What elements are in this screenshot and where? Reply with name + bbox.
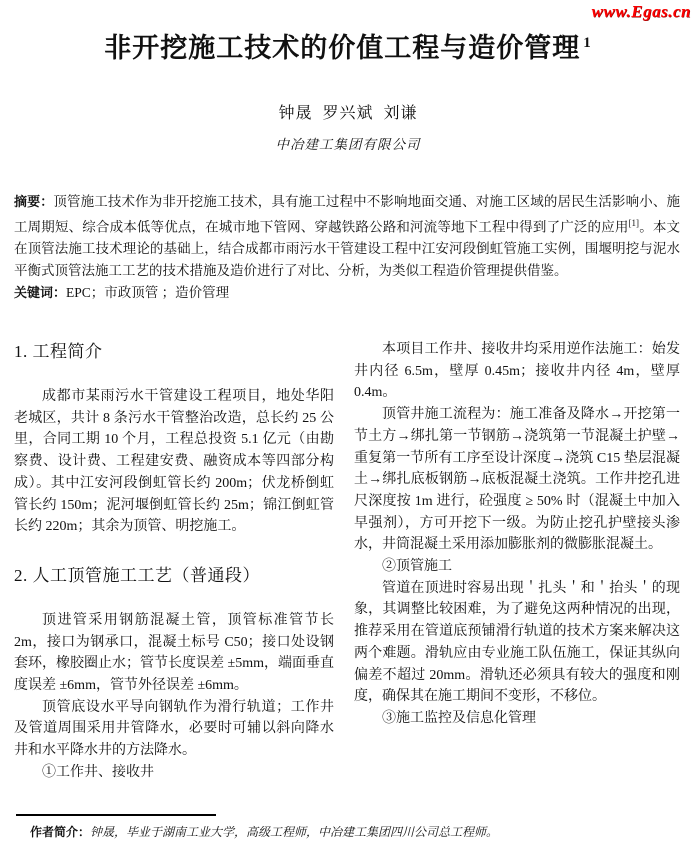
keywords-text: EPC；市政顶管 ；造价管理 [66,284,230,300]
affiliation-line: 中冶建工集团有限公司 [275,137,421,152]
abstract-paragraph [14,191,680,282]
section-2-heading: 2. 人工顶管施工工艺（普通段） [14,565,260,585]
keywords-line [14,282,680,304]
paper-title [0,26,696,65]
footnote-divider [16,814,216,816]
section-2-paragraph-1: 顶进管采用钢筋混凝土管，顶管标准管节长 2m，接口为钢承口，混凝土标号 C50；接口处设钢套环，橡胶圈止水；管节长度误差 ±5mm，端面垂直度误差 ±6mm，管节外径误差 ±6mm。 [14,612,334,694]
abstract-text-continued: 。本文在顶管法施工技术理论的基础上，结合成都市雨污水干管建设工程中江安河段倒虹管施工实例，围堰明挖与泥水平衡式顶管法施工工艺的技术措施及造价进行了对比、分析，为类似工程造价管理提供借鉴。 [14,219,680,278]
title-footnote-marker: 1 [583,35,592,51]
abstract-text: 顶管施工技术作为非开挖施工技术，具有施工过程中不影响地面交通、对施工区域的居民生活影响小、施工周期短、综合成本低等优点，在城市地下管网、穿越铁路公路和河流等地下工程中得到了广泛的应用 [14,194,680,235]
section-2-paragraph-4: 顶管井施工流程为：施工准备及降水→开挖第一节土方→绑扎第一节钢筋→浇筑第一节混凝土护壁→重复第一节所有工序至设计深度→浇筑 C15 垫层混凝土→绑扎底板钢筋→底板混凝土浇筑。工作井挖孔进尺深度按 1m 进行，砼强度 ≥ 50% 时（混凝土中加入早强剂），方可开挖下一级。为防止挖孔护壁接头渗水，井筒混凝土采用添加膨胀剂的微膨胀混凝土。 [354,407,680,553]
section-1-paragraph: 成都市某雨污水干管建设工程项目，地处华阳老城区，共计 8 条污水干管整治改造，总长约 25 公里，合同工期 10 个月，工程总投资 5.1 亿元（由勘察费、设计费、工程建安费、融资成本等四部分构成）。其中江安河段倒虹管长约 200m；伏龙桥倒虹管长约 150m；泥河堰倒虹管长约 25m；锦江倒虹管长约 220m；其余为顶管、明挖施工。 [14,389,334,535]
authors-line: 钟晟 罗兴斌 刘谦 [278,105,418,122]
section-2-item-2: ②顶管施工 [382,559,452,575]
abstract-section [14,191,680,303]
abstract-label: 摘要： [14,194,54,209]
two-column-body [14,336,680,784]
citation-marker: [1] [628,217,640,228]
left-column [14,336,334,784]
section-2-paragraph-3: 本项目工作井、接收井均采用逆作法施工：始发井内径 6.5m，壁厚 0.45m；接收井内径 4m，壁厚 0.4m。 [354,342,680,401]
section-1-heading: 1. 工程简介 [14,342,103,361]
footnote-text: 钟晟，毕业于湖南工业大学，高级工程师，中冶建工集团四川公司总工程师。 [90,825,499,839]
footnote-paragraph [16,824,676,840]
site-watermark: www.Egas.cn [591,2,691,21]
section-2-paragraph-5: 管道在顶进时容易出现＇扎头＇和＇抬头＇的现象，其调整比较困难，为了避免这两种情况的出现，推荐采用在管道底预铺滑行轨道的技术方案来解决这两个难题。滑轨应由专业施工队伍施工，保证其纵向偏差不超过 20mm。滑轨还必须具有较大的强度和刚度，确保其在施工期间不变形，不移位。 [354,580,680,705]
right-column [354,336,680,784]
footnote-label: 作者简介： [30,825,91,839]
keywords-label: 关键词： [14,284,67,300]
section-2-item-1: ①工作井、接收井 [42,764,154,780]
section-2-item-3: ③施工监控及信息化管理 [382,710,536,726]
section-2-paragraph-2: 顶管底设水平导向钢轨作为滑行轨道；工作井及管道周围采用井管降水，必要时可辅以斜向降水井和水平降水井的方法降水。 [14,699,334,759]
paper-title-text: 非开挖施工技术的价值工程与造价管理 [104,33,581,63]
author-footnote [16,814,676,840]
